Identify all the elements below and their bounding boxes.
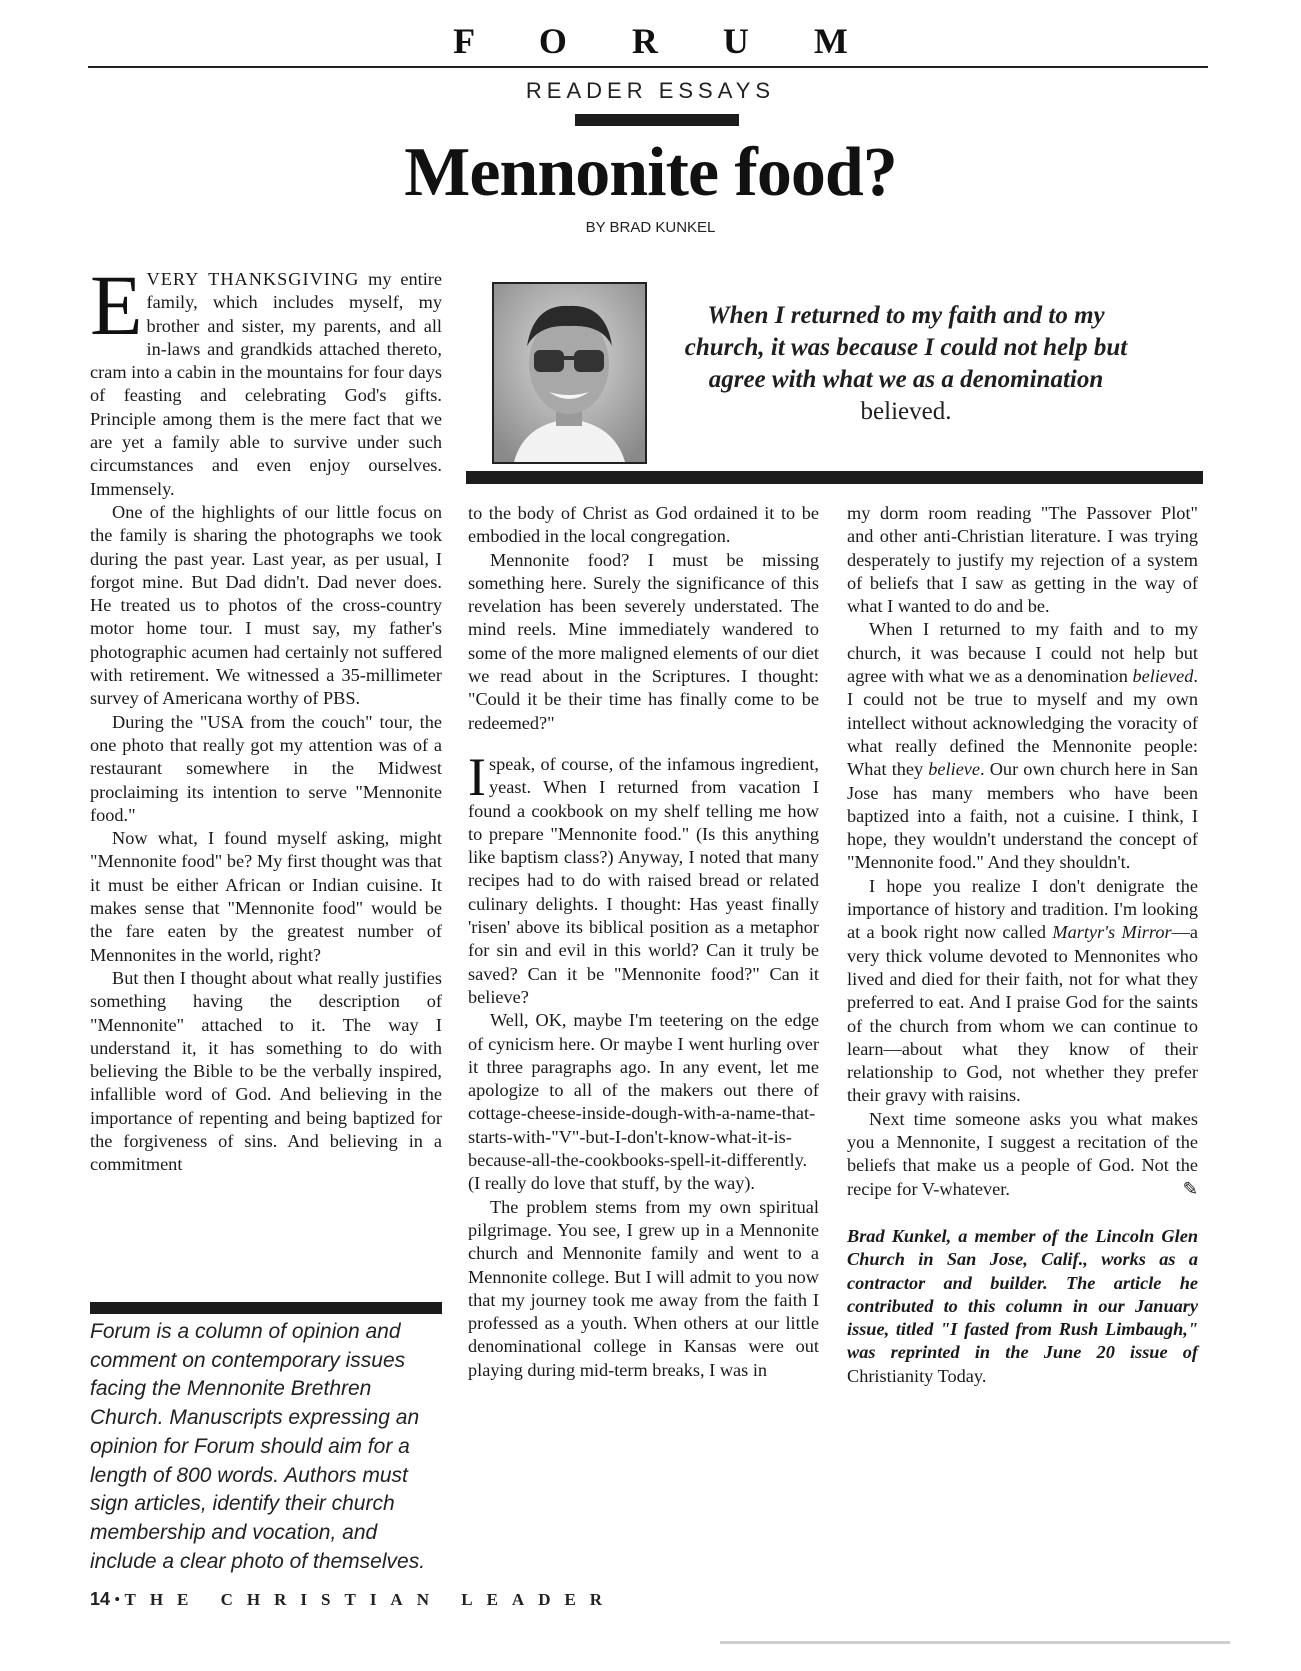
headline: Mennonite food? — [404, 134, 897, 211]
byline: BY BRAD KUNKEL — [585, 219, 716, 236]
paragraph-8 — [468, 746, 819, 1009]
paragraph-3: During the "USA from the couch" tour, the one photo that really got my attention was of a restaurant somewhere in the Midwest proclaiming its intention to serve "Mennonite food." — [90, 711, 442, 825]
scan-edge-line — [720, 1641, 1230, 1644]
paragraph-8-text: speak, of course, of the infamous ingredient, yeast. When I returned from vacation I found a cookbook on my shelf telling me how to prepare "Mennonite food." (Is this anything like baptism class?) Anyway, I noted that many recipes had to do with raised bread or related culinary delights. I thought: Has yeast finally 'risen' above its biblical position as a metaphor for sin and evil in this world? Can it truly be saved? Can it be "Mennonite food?" Can it believe? — [468, 753, 819, 1007]
paragraph-11: my dorm room reading "The Passover Plot" and other anti-Christian literature. I was trying desperately to justify my rejection of a system of beliefs that I saw as getting in the way of what I wanted to do and be. — [847, 503, 1198, 617]
paragraph-12-text-3: . Our own church here in San Jose has many members who have been baptized into a faith, not a cuisine. I think, I hope, they wouldn't understand the concept of "Mennonite food." And they shouldn't. — [847, 759, 1198, 873]
end-mark-icon: ✎ — [1182, 1178, 1198, 1199]
section-divider-bar — [466, 471, 1203, 484]
footer-bullet: • — [114, 1590, 121, 1609]
paragraph-10: The problem stems from my own spiritual pilgrimage. You see, I grew up in a Mennonite church and Mennonite family and went to a Mennonite college. But I will admit to you now that my journey took me away from the faith I professed as a youth. When others at our little denominational college in Kansas were out playing during mid-term breaks, I was in — [468, 1196, 819, 1380]
drop-cap: E — [90, 257, 143, 353]
author-photo — [492, 282, 647, 464]
paragraph-6: to the body of Christ as God ordained it to be embodied in the local congregation. — [468, 503, 819, 547]
header-rule — [88, 66, 1208, 68]
kicker-bar — [575, 114, 739, 126]
paragraph-7: Mennonite food? I must be missing something here. Surely the significance of this revelation has been severely understated. The mind reels. Mine immediately wandered to some of the more maligned elements of our diet we read about in the Scriptures. I thought: "Could it be their time has finally come to be redeemed?" — [468, 549, 819, 733]
article-column-2 — [468, 502, 819, 1382]
paragraph-4: Now what, I found myself asking, might "Mennonite food" be? My first thought was that it must be either African or Indian cuisine. It makes sense that "Mennonite food" would be the fare eaten by the greatest number of Mennonites in the world, right? — [90, 828, 442, 965]
article-column-1 — [90, 257, 442, 1177]
lead-caps: VERY THANKSGIVING — [146, 269, 360, 289]
book-title: Martyr's Mirror — [1052, 922, 1172, 943]
pull-quote-emphasis: denomination — [960, 366, 1104, 393]
emphasis-believed: believed — [1132, 666, 1194, 687]
paragraph-12-text-2: . I could not be true to myself and my own intellect without acknowledging the voracity of what really defined the Mennonite people: What they — [847, 666, 1198, 780]
lead-text: my entire family, which includes myself, my brother and sister, my parents, and all in-laws and grandkids attached thereto, cram into a cabin in the mountains for four days of feasting and celebrating God's gifts. Principle among them is the mere fact that we are yet a family able to survive under such circumstances and even enjoy ourselves. Immensely. — [90, 269, 442, 499]
section-title: F O R U M — [453, 21, 876, 61]
author-portrait-illustration — [494, 284, 645, 462]
paragraph-9: Well, OK, maybe I'm teetering on the edge of cynicism here. Or maybe I went hurling over it three paragraphs ago. In any event, let me apologize to all of the makers out there of cottage-cheese-inside-dough-with-a-name-that-starts-with-"V"-but-I-don't-know-what-it-is-because-all-the-cookbooks-spell-it-differently. (I really do love that stuff, by the way). — [468, 1010, 819, 1194]
page-footer — [90, 1589, 616, 1610]
lead-paragraph — [90, 257, 442, 501]
paragraph-12-text: When I returned to my faith and to my church, it was because I could not help but agree with what we as a denomination — [847, 619, 1198, 687]
author-bio — [847, 1225, 1198, 1388]
pull-quote-text: When I returned to my faith and to my church, it was because I could not help but agree with what we as a — [684, 302, 1128, 393]
paragraph-13 — [847, 875, 1198, 1108]
drop-cap-2: I — [468, 746, 486, 807]
paragraph-13-text: I hope you realize I don't denigrate the importance of history and tradition. I'm looking at a book right now called — [847, 875, 1198, 943]
paragraph-2: One of the highlights of our little focus on the family is sharing the photographs we took during the past year. Last year, as per usual, I forgot mine. But Dad didn't. Dad never does. He treated us to photos of the cross-country motor home tour. I must say, my father's photographic acumen had certainly not suffered with retirement. We witnessed a 35-millimeter survey of Americana worthy of PBS. — [90, 501, 442, 709]
publication-name: THE CHRISTIAN LEADER — [124, 1590, 617, 1609]
emphasis-believe: believe — [928, 759, 981, 780]
paragraph-12 — [847, 618, 1198, 874]
author-bio-end: . — [981, 1365, 987, 1386]
paragraph-13-text-2: —a very thick volume devoted to Mennonites who lived and died for their faith, not for what they preferred to eat. And I praise God for the saints of the church from whom we can continue to learn—about what they know of their relationship to God, not whether they prefer their gravy with raisins. — [847, 922, 1198, 1106]
paragraph-14-text: Next time someone asks you what makes you a Mennonite, I suggest a recitation of the beliefs that make us a people of God. Not the recipe for V-whatever. — [847, 1108, 1198, 1199]
kicker: READER ESSAYS — [525, 78, 776, 103]
magazine-name: Christianity Today — [847, 1365, 982, 1386]
forum-note: Forum is a column of opinion and comment on contemporary issues facing the Mennonite Brethren Church. Manuscripts expressing an opinion for Forum should aim for a length of 800 words. Authors must sign articles, identify their church membership and vocation, and include a clear photo of themselves. — [90, 1320, 426, 1573]
page-number: 14 — [90, 1589, 111, 1609]
author-bio-text: Brad Kunkel, a member of the Lincoln Glen Church in San Jose, Calif., works as a contractor and builder. The article he contributed to this column in our January issue, titled "I fasted from Rush Limbaugh," was reprinted in the June 20 issue of — [847, 1225, 1198, 1363]
pull-quote — [672, 300, 1140, 428]
sidebar-bar — [90, 1302, 442, 1314]
article-column-3 — [847, 502, 1198, 1388]
paragraph-14 — [847, 1108, 1198, 1201]
paragraph-5: But then I thought about what really justifies something having the description of "Mennonite" attached to it. The way I understand it, it has something to do with believing the Bible to be the verbally inspired, infallible word of God. And believing in the importance of repenting and being baptized for the forgiveness of sins. And believing in a commitment — [90, 967, 442, 1175]
pull-quote-end: believed. — [860, 398, 952, 425]
